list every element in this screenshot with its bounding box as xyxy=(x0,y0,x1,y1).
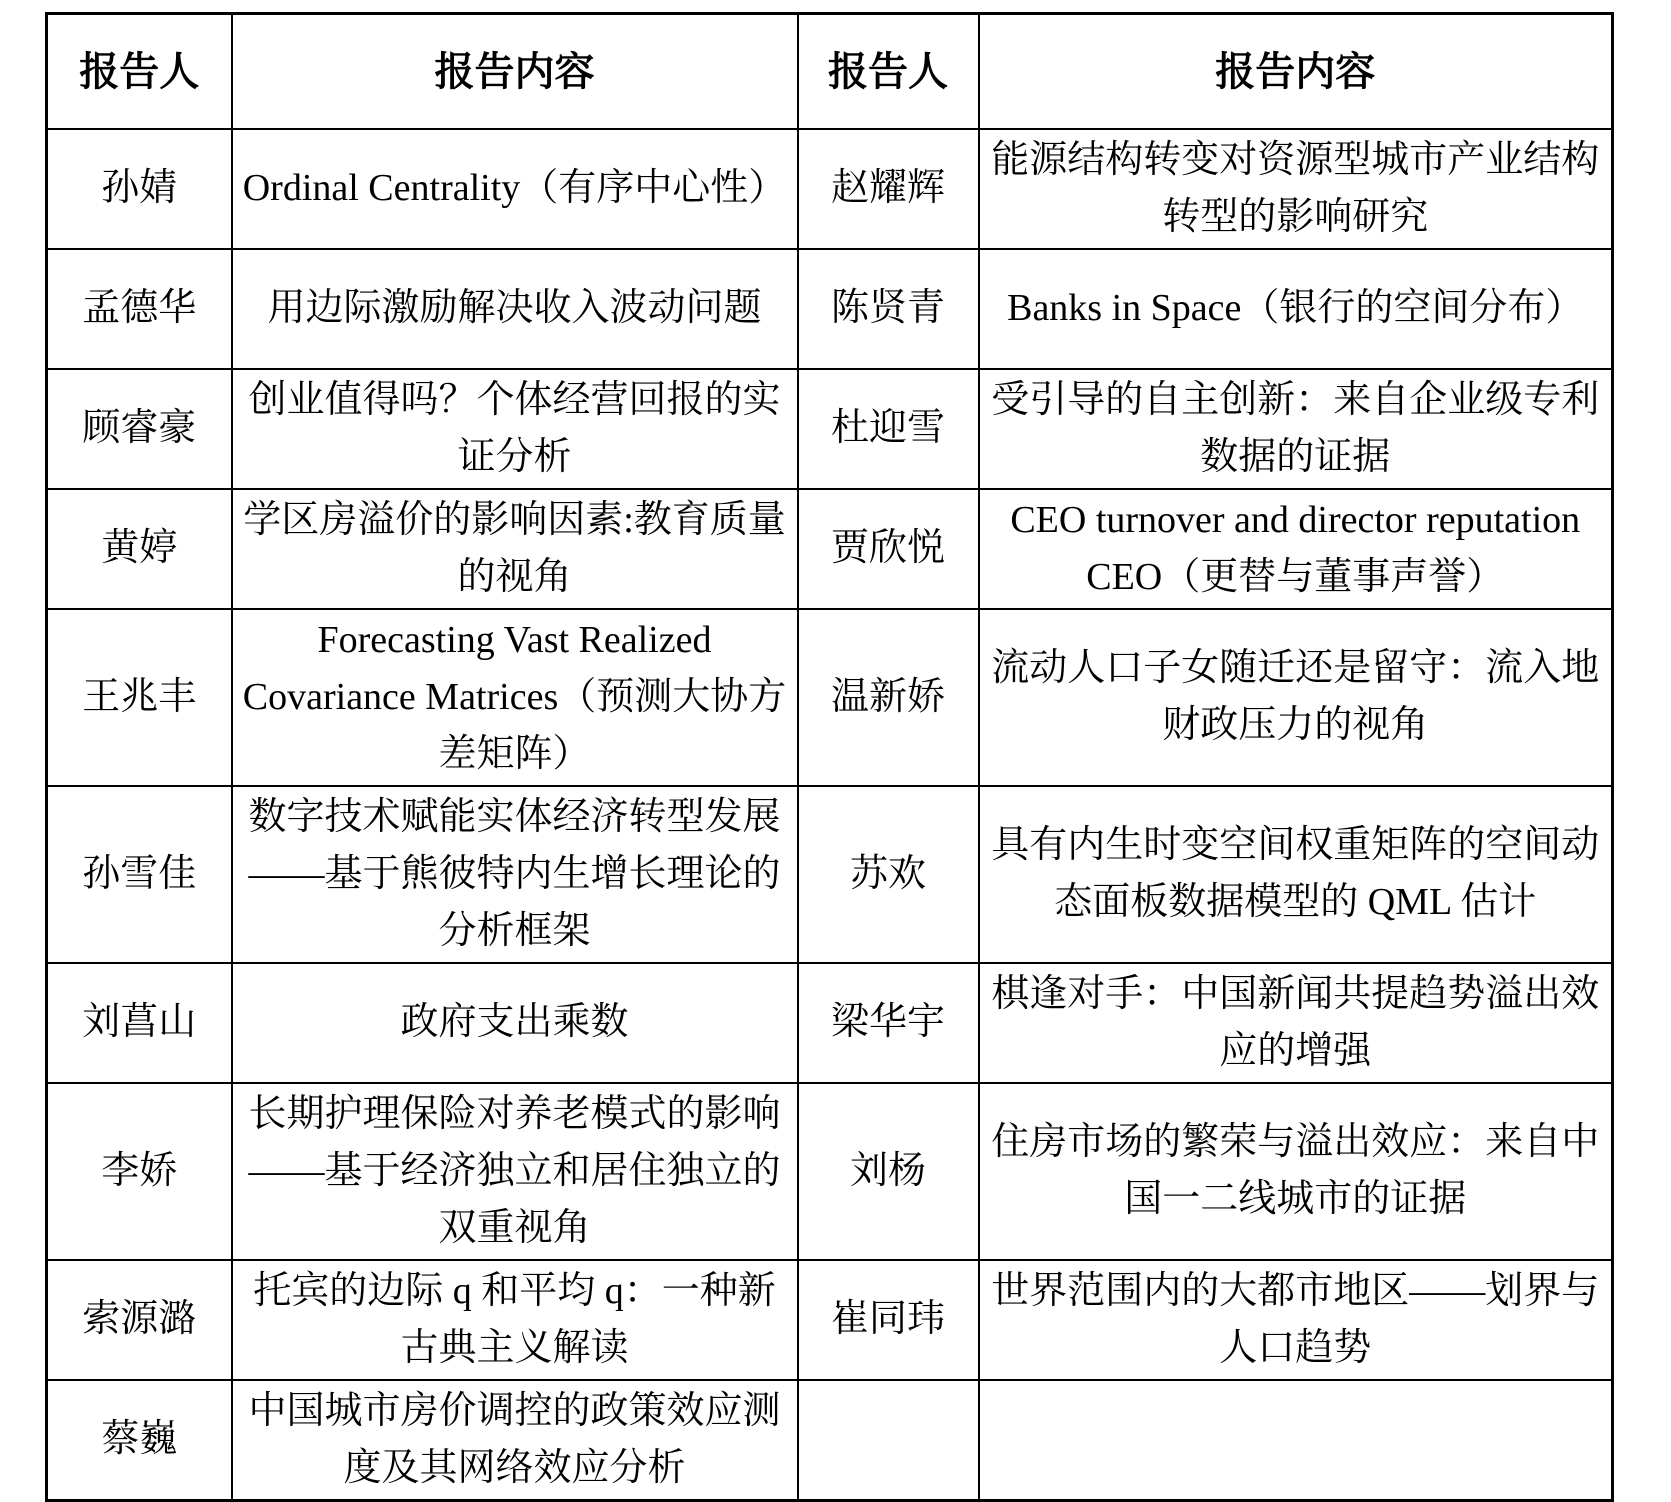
topic-cell xyxy=(979,1380,1613,1501)
header-presenter-left: 报告人 xyxy=(47,14,232,129)
topic-cell: 世界范围内的大都市地区——划界与人口趋势 xyxy=(979,1260,1613,1380)
table-row xyxy=(47,963,1613,1083)
presenter-name-cell: 索源潞 xyxy=(47,1260,232,1380)
presenter-name-cell: 梁华宇 xyxy=(798,963,979,1083)
table-row xyxy=(47,609,1613,786)
topic-cell: Banks in Space（银行的空间分布） xyxy=(979,249,1613,369)
table-row xyxy=(47,489,1613,609)
presenter-name-cell: 陈贤青 xyxy=(798,249,979,369)
table-row xyxy=(47,1380,1613,1501)
topic-cell: 学区房溢价的影响因素:教育质量的视角 xyxy=(232,489,798,609)
presenter-name-cell: 孙雪佳 xyxy=(47,786,232,963)
presenter-name-cell: 李娇 xyxy=(47,1083,232,1260)
topic-cell: 受引导的自主创新：来自企业级专利数据的证据 xyxy=(979,369,1613,489)
topic-cell: 具有内生时变空间权重矩阵的空间动态面板数据模型的 QML 估计 xyxy=(979,786,1613,963)
presenter-name-cell: 王兆丰 xyxy=(47,609,232,786)
header-row xyxy=(47,14,1613,129)
presenter-name-cell: 孙婧 xyxy=(47,129,232,249)
topic-cell: 流动人口子女随迁还是留守：流入地财政压力的视角 xyxy=(979,609,1613,786)
table-row xyxy=(47,1083,1613,1260)
presenter-name-cell: 赵耀辉 xyxy=(798,129,979,249)
presenter-name-cell: 贾欣悦 xyxy=(798,489,979,609)
presenter-name-cell xyxy=(798,1380,979,1501)
topic-cell: 棋逢对手：中国新闻共提趋势溢出效应的增强 xyxy=(979,963,1613,1083)
header-topic-left: 报告内容 xyxy=(232,14,798,129)
topic-cell: 数字技术赋能实体经济转型发展——基于熊彼特内生增长理论的分析框架 xyxy=(232,786,798,963)
topic-cell: 用边际激励解决收入波动问题 xyxy=(232,249,798,369)
topic-cell: 托宾的边际 q 和平均 q：一种新古典主义解读 xyxy=(232,1260,798,1380)
presenter-name-cell: 温新娇 xyxy=(798,609,979,786)
header-presenter-right: 报告人 xyxy=(798,14,979,129)
presenter-name-cell: 孟德华 xyxy=(47,249,232,369)
topic-cell: 中国城市房价调控的政策效应测度及其网络效应分析 xyxy=(232,1380,798,1501)
presenter-name-cell: 黄婷 xyxy=(47,489,232,609)
topic-cell: Ordinal Centrality（有序中心性） xyxy=(232,129,798,249)
table-row xyxy=(47,786,1613,963)
header-topic-right: 报告内容 xyxy=(979,14,1613,129)
topic-cell: Forecasting Vast Realized Covariance Matrices（预测大协方差矩阵） xyxy=(232,609,798,786)
presenter-name-cell: 顾睿豪 xyxy=(47,369,232,489)
topic-cell: 住房市场的繁荣与溢出效应：来自中国一二线城市的证据 xyxy=(979,1083,1613,1260)
presenter-name-cell: 刘杨 xyxy=(798,1083,979,1260)
topic-cell: 能源结构转变对资源型城市产业结构转型的影响研究 xyxy=(979,129,1613,249)
table-row xyxy=(47,249,1613,369)
presenter-name-cell: 刘菖山 xyxy=(47,963,232,1083)
presenter-name-cell: 蔡巍 xyxy=(47,1380,232,1501)
topic-cell: CEO turnover and director reputation CEO（更替与董事声誉） xyxy=(979,489,1613,609)
topic-cell: 政府支出乘数 xyxy=(232,963,798,1083)
topic-cell: 创业值得吗？个体经营回报的实证分析 xyxy=(232,369,798,489)
table-row xyxy=(47,129,1613,249)
presenter-name-cell: 苏欢 xyxy=(798,786,979,963)
presentation-schedule-table xyxy=(45,12,1614,1502)
presenter-name-cell: 崔同玮 xyxy=(798,1260,979,1380)
presenter-name-cell: 杜迎雪 xyxy=(798,369,979,489)
topic-cell: 长期护理保险对养老模式的影响——基于经济独立和居住独立的双重视角 xyxy=(232,1083,798,1260)
table-row xyxy=(47,369,1613,489)
table-row xyxy=(47,1260,1613,1380)
